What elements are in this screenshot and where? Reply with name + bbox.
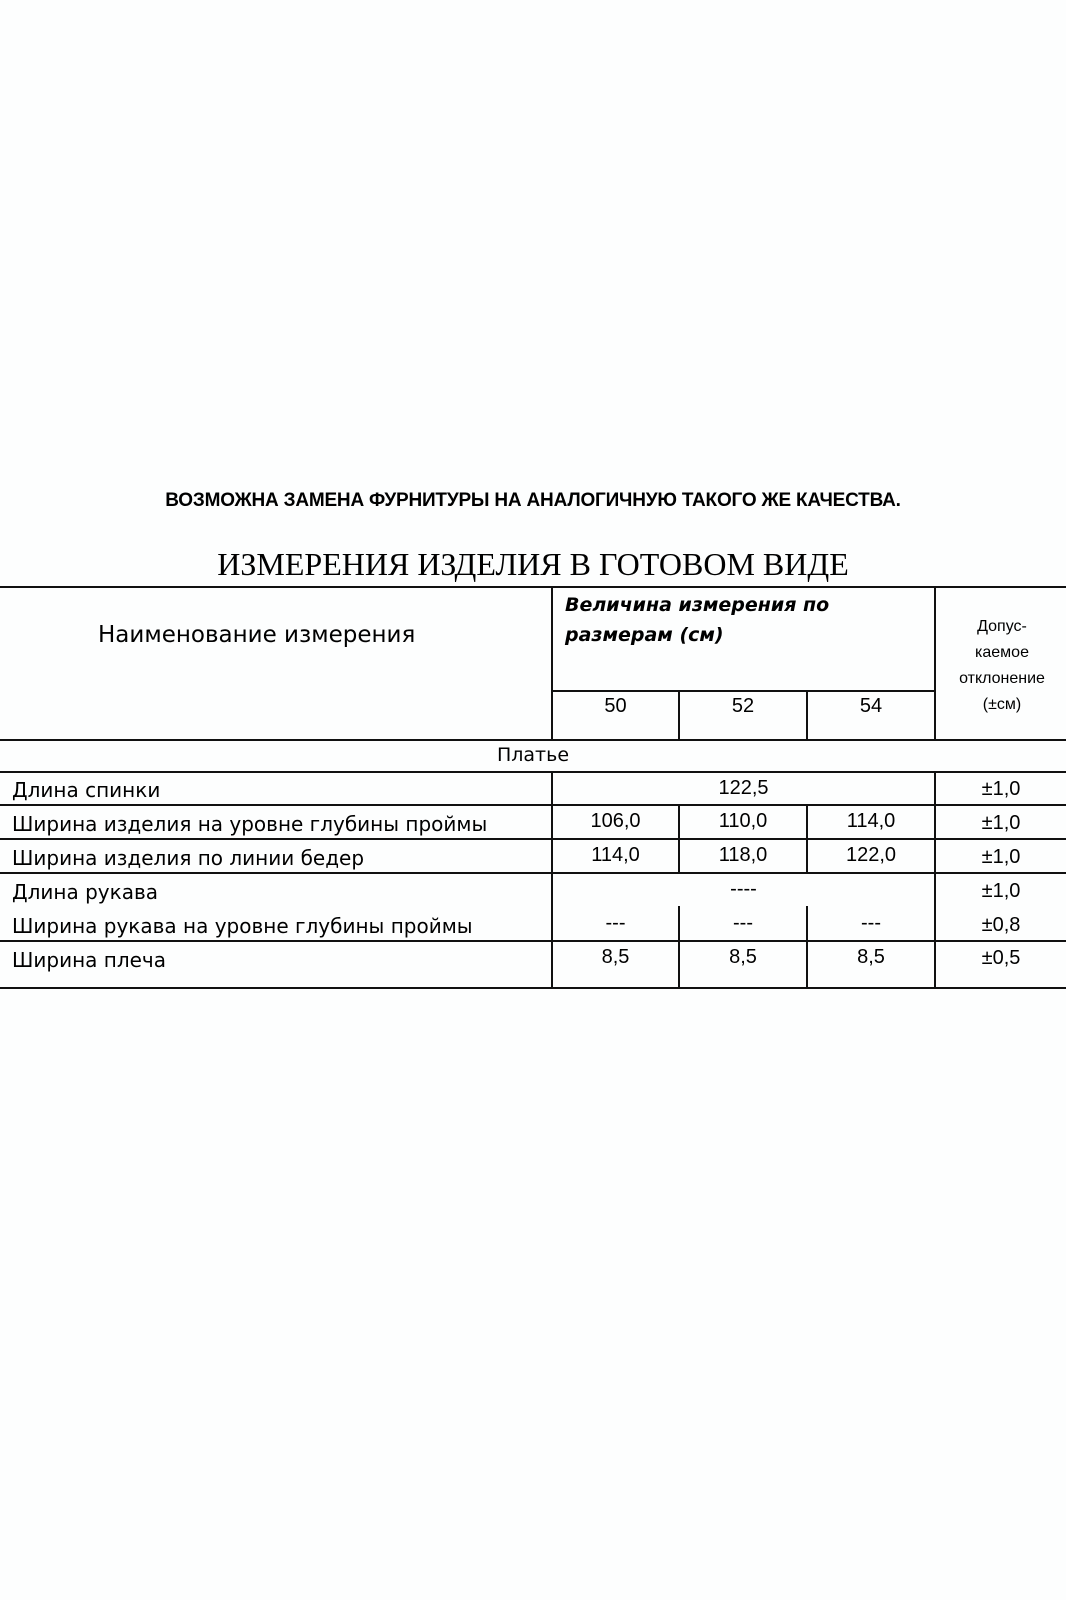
row-value-54: --- xyxy=(861,912,881,934)
row-value-52: 118,0 xyxy=(718,844,768,866)
fittings-replacement-notice: ВОЗМОЖНА ЗАМЕНА ФУРНИТУРЫ НА АНАЛОГИЧНУЮ ТАКОГО ЖЕ КАЧЕСТВА. xyxy=(165,490,901,511)
row-value-52: --- xyxy=(733,912,753,934)
row-value-50: 114,0 xyxy=(591,844,640,866)
row-value-54: 8,5 xyxy=(857,946,885,968)
row-tolerance: ±0,5 xyxy=(981,947,1021,969)
row-name: Длина спинки xyxy=(12,778,161,802)
row-divider xyxy=(0,838,1066,840)
header-tolerance-line: каемое xyxy=(975,644,1029,661)
header-size-54: 54 xyxy=(859,695,883,717)
row-name: Ширина плеча xyxy=(12,948,167,972)
row-value-50: 8,5 xyxy=(601,946,630,968)
table-top-border xyxy=(0,586,1066,588)
row-tolerance: ±0,8 xyxy=(981,914,1021,936)
row-name: Ширина рукава на уровне глубины проймы xyxy=(12,914,473,938)
row-value-54: 114,0 xyxy=(846,810,896,832)
section-bottom-border xyxy=(0,771,1066,773)
row-divider xyxy=(0,872,1066,874)
document-title: ИЗМЕРЕНИЯ ИЗДЕЛИЯ В ГОТОВОМ ВИДЕ xyxy=(217,546,849,582)
row-tolerance: ±1,0 xyxy=(981,812,1021,834)
header-tolerance xyxy=(938,614,1066,718)
row-name: Длина рукава xyxy=(12,880,159,904)
header-size-52: 52 xyxy=(731,695,755,717)
row-tolerance: ±1,0 xyxy=(981,846,1021,868)
row-value-merged: 122,5 xyxy=(718,777,769,799)
row-value-merged: ---- xyxy=(730,878,757,900)
row-value-52: 110,0 xyxy=(718,810,768,832)
header-bottom-border xyxy=(0,739,1066,741)
row-value-54: 122,0 xyxy=(845,844,897,866)
row-value-52: 8,5 xyxy=(729,946,757,968)
row-divider xyxy=(0,804,1066,806)
header-size-line: Величина измерения по xyxy=(565,594,830,616)
table-bottom-border xyxy=(0,987,1066,989)
header-size-50: 50 xyxy=(604,695,627,717)
header-size-values xyxy=(565,590,865,650)
header-size-line: размерам (см) xyxy=(565,624,724,646)
row-tolerance: ±1,0 xyxy=(981,880,1021,902)
row-divider xyxy=(0,940,1066,942)
section-dress: Платье xyxy=(496,744,570,766)
size-header-divider xyxy=(551,690,935,692)
row-value-50: 106,0 xyxy=(590,810,641,832)
row-name: Ширина изделия по линии бедер xyxy=(12,846,365,870)
row-value-50: --- xyxy=(605,912,626,934)
header-measurement-name: Наименование измерения xyxy=(98,622,416,648)
header-tolerance-line: Допус- xyxy=(977,618,1027,635)
row-tolerance: ±1,0 xyxy=(981,778,1021,800)
header-tolerance-line: отклонение xyxy=(959,670,1045,687)
row-name: Ширина изделия на уровне глубины проймы xyxy=(12,812,488,836)
tolerance-column-divider xyxy=(934,586,936,741)
header-tolerance-line: (±см) xyxy=(982,696,1022,713)
